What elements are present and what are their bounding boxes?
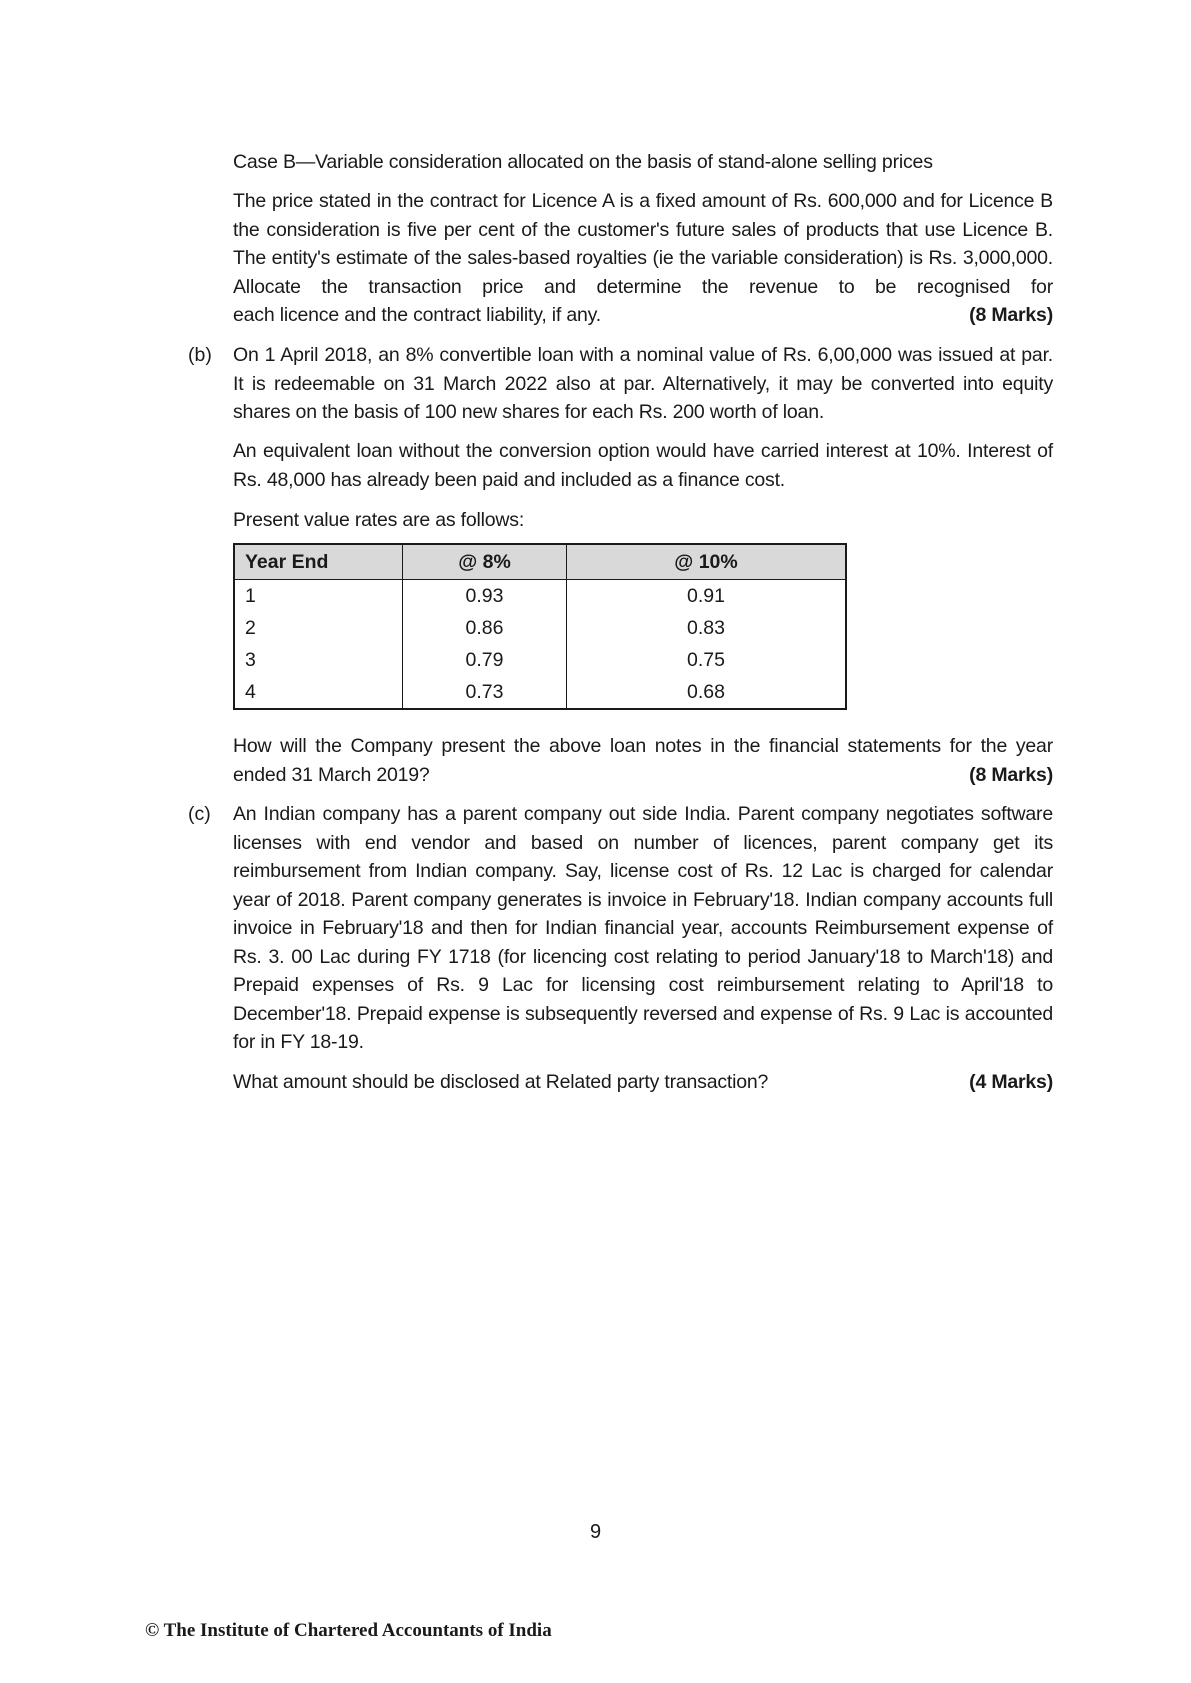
case-b-last-text: each licence and the contract liability, if any. [233,304,601,326]
question-b-marks: (8 Marks) [969,763,1053,786]
table-cell-year: 1 [234,580,403,613]
case-b-last-line [233,301,1053,330]
question-b-last-text: ended 31 March 2019? [233,763,430,786]
table-cell-rate-10: 0.83 [567,612,847,644]
table-header-8-percent: @ 8% [403,544,567,580]
case-b-paragraph: The price stated in the contract for Licence A is a fixed amount of Rs. 600,000 and for Licence B the consideration is five per cent of the customer's future sales of products that use Licence B. The entity's estimate of the sales-based royalties (ie the variable consideration) is Rs. 3,000,000. Allocate the transaction price and determine the revenue to be recognised for [233,190,1053,298]
question-c-question: What amount should be disclosed at Related party transaction? [233,1071,769,1093]
table-cell-rate-8: 0.73 [403,676,567,709]
table-cell-rate-8: 0.79 [403,644,567,676]
table-cell-rate-10: 0.91 [567,580,847,613]
table-cell-rate-8: 0.86 [403,612,567,644]
table-row [234,676,846,709]
case-b-heading: Case B—Variable consideration allocated on the basis of stand-alone selling prices [233,151,933,173]
table-cell-rate-8: 0.93 [403,580,567,613]
question-b-paragraph-1: On 1 April 2018, an 8% convertible loan with a nominal value of Rs. 6,00,000 was issued at par. It is redeemable on 31 March 2022 also at par. Alternatively, it may be converted into equity shares on the basis of 100 new shares for each Rs. 200 worth of loan. [233,344,1053,423]
footer-copyright: © The Institute of Chartered Accountants of India [145,1620,552,1641]
table-cell-year: 4 [234,676,403,709]
question-c-label: (c) [188,803,211,825]
table-row [234,580,846,613]
question-c-question-line [233,1068,1053,1097]
question-b-last-line [233,761,1053,790]
table-header-year-end: Year End [234,544,403,580]
case-b-marks: (8 Marks) [969,304,1053,326]
question-b-label: (b) [188,344,212,366]
present-value-table [233,543,847,710]
table-cell-year: 3 [234,644,403,676]
table-cell-rate-10: 0.68 [567,676,847,709]
table-header-row [234,544,846,580]
table-cell-year: 2 [234,612,403,644]
question-b-question [233,732,1053,789]
page-number: 9 [589,1521,602,1543]
question-c-paragraph: An Indian company has a parent company out side India. Parent company negotiates software licenses with end vendor and based on number of licences, parent company get its reimbursement from Indian company. Say, license cost of Rs. 12 Lac is charged for calendar year of 2018. Parent company generates is invoice in February'18. Indian company accounts full invoice in February'18 and then for Indian financial year, accounts Reimbursement expense of Rs. 3. 00 Lac during FY 1718 (for licencing cost relating to period January'18 to March'18) and Prepaid expenses of Rs. 9 Lac for licensing cost reimbursement relating to April'18 to December'18. Prepaid expense is subsequently reversed and expense of Rs. 9 Lac is accounted for in FY 18-19. [233,803,1053,1053]
question-c-marks: (4 Marks) [969,1071,1053,1093]
table-cell-rate-10: 0.75 [567,644,847,676]
case-b-body [233,187,1053,330]
question-b-question-text: How will the Company present the above loan notes in the financial statements for the year [233,735,1053,757]
table-row [234,644,846,676]
table-row [234,612,846,644]
table-intro: Present value rates are as follows: [233,509,525,531]
table-header-10-percent: @ 10% [567,544,847,580]
question-b-paragraph-2: An equivalent loan without the conversion option would have carried interest at 10%. Interest of Rs. 48,000 has already been paid and included as a finance cost. [233,440,1053,491]
